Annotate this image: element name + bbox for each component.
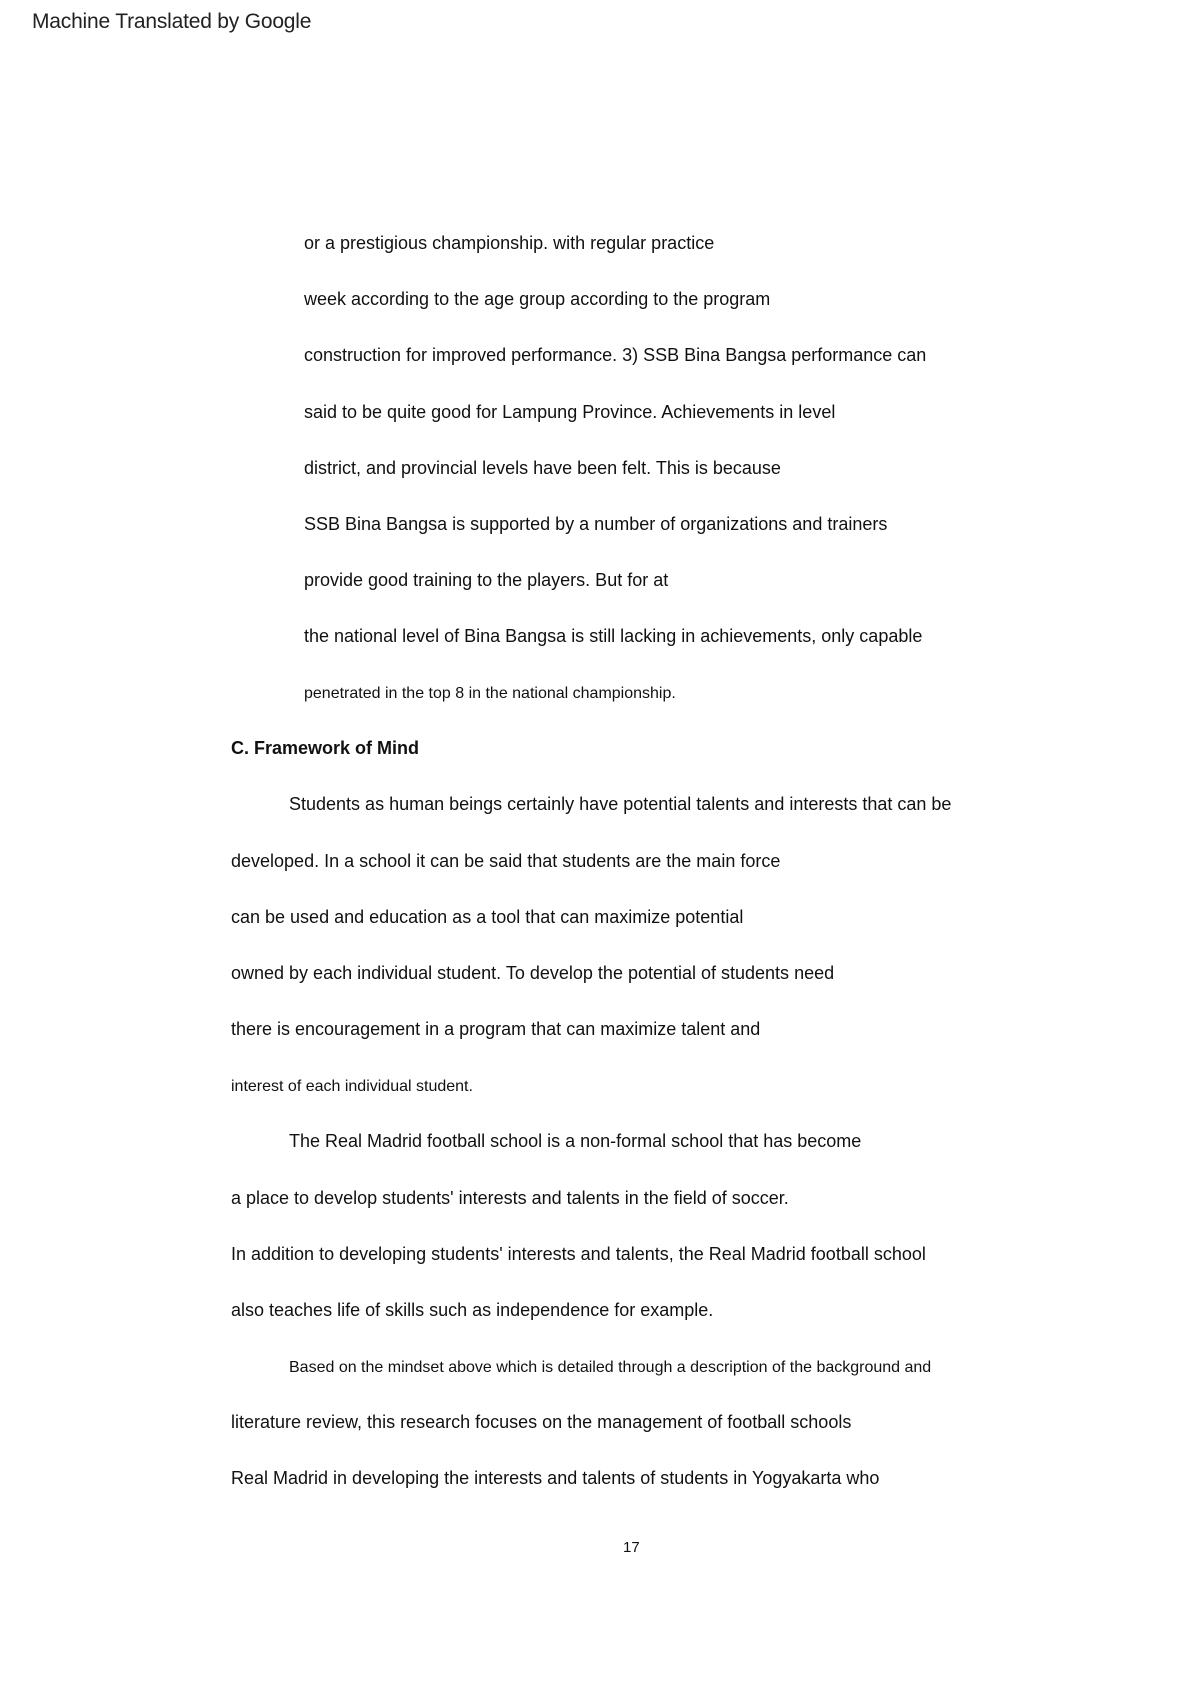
continuation-line: district, and provincial levels have been felt. This is because xyxy=(304,458,781,478)
continuation-line: construction for improved performance. 3) SSB Bina Bangsa performance can xyxy=(304,345,927,365)
translation-banner: Machine Translated by Google xyxy=(32,10,312,33)
continuation-line: week according to the age group according to the program xyxy=(304,289,771,309)
paragraph-line: interest of each individual student. xyxy=(231,1078,473,1095)
paragraph-line: can be used and education as a tool that can maximize potential xyxy=(231,907,744,927)
paragraph-line: there is encouragement in a program that can maximize talent and xyxy=(231,1019,761,1039)
paragraph-line: The Real Madrid football school is a non-formal school that has become xyxy=(289,1131,862,1151)
continuation-line: penetrated in the top 8 in the national championship. xyxy=(304,685,676,702)
paragraph-line: Real Madrid in developing the interests and talents of students in Yogyakarta who xyxy=(231,1468,880,1488)
section-heading: C. Framework of Mind xyxy=(231,738,420,758)
paragraph-line: also teaches life of skills such as independence for example. xyxy=(231,1300,714,1320)
page-number: 17 xyxy=(623,1539,640,1556)
paragraph-line: Based on the mindset above which is detailed through a description of the background and xyxy=(289,1359,932,1376)
paragraph-line: a place to develop students' interests and talents in the field of soccer. xyxy=(231,1188,789,1208)
continuation-line: said to be quite good for Lampung Province. Achievements in level xyxy=(304,402,836,422)
paragraph-line: owned by each individual student. To develop the potential of students need xyxy=(231,963,835,983)
paragraph-line: developed. In a school it can be said that students are the main force xyxy=(231,851,781,871)
paragraph-line: In addition to developing students' interests and talents, the Real Madrid football school xyxy=(231,1244,926,1264)
paragraph-line: literature review, this research focuses on the management of football schools xyxy=(231,1412,852,1432)
continuation-line: SSB Bina Bangsa is supported by a number of organizations and trainers xyxy=(304,514,888,534)
continuation-line: provide good training to the players. But for at xyxy=(304,570,669,590)
continuation-line: the national level of Bina Bangsa is still lacking in achievements, only capable xyxy=(304,626,923,646)
continuation-line: or a prestigious championship. with regular practice xyxy=(304,233,715,253)
paragraph-line: Students as human beings certainly have potential talents and interests that can be xyxy=(289,794,952,814)
